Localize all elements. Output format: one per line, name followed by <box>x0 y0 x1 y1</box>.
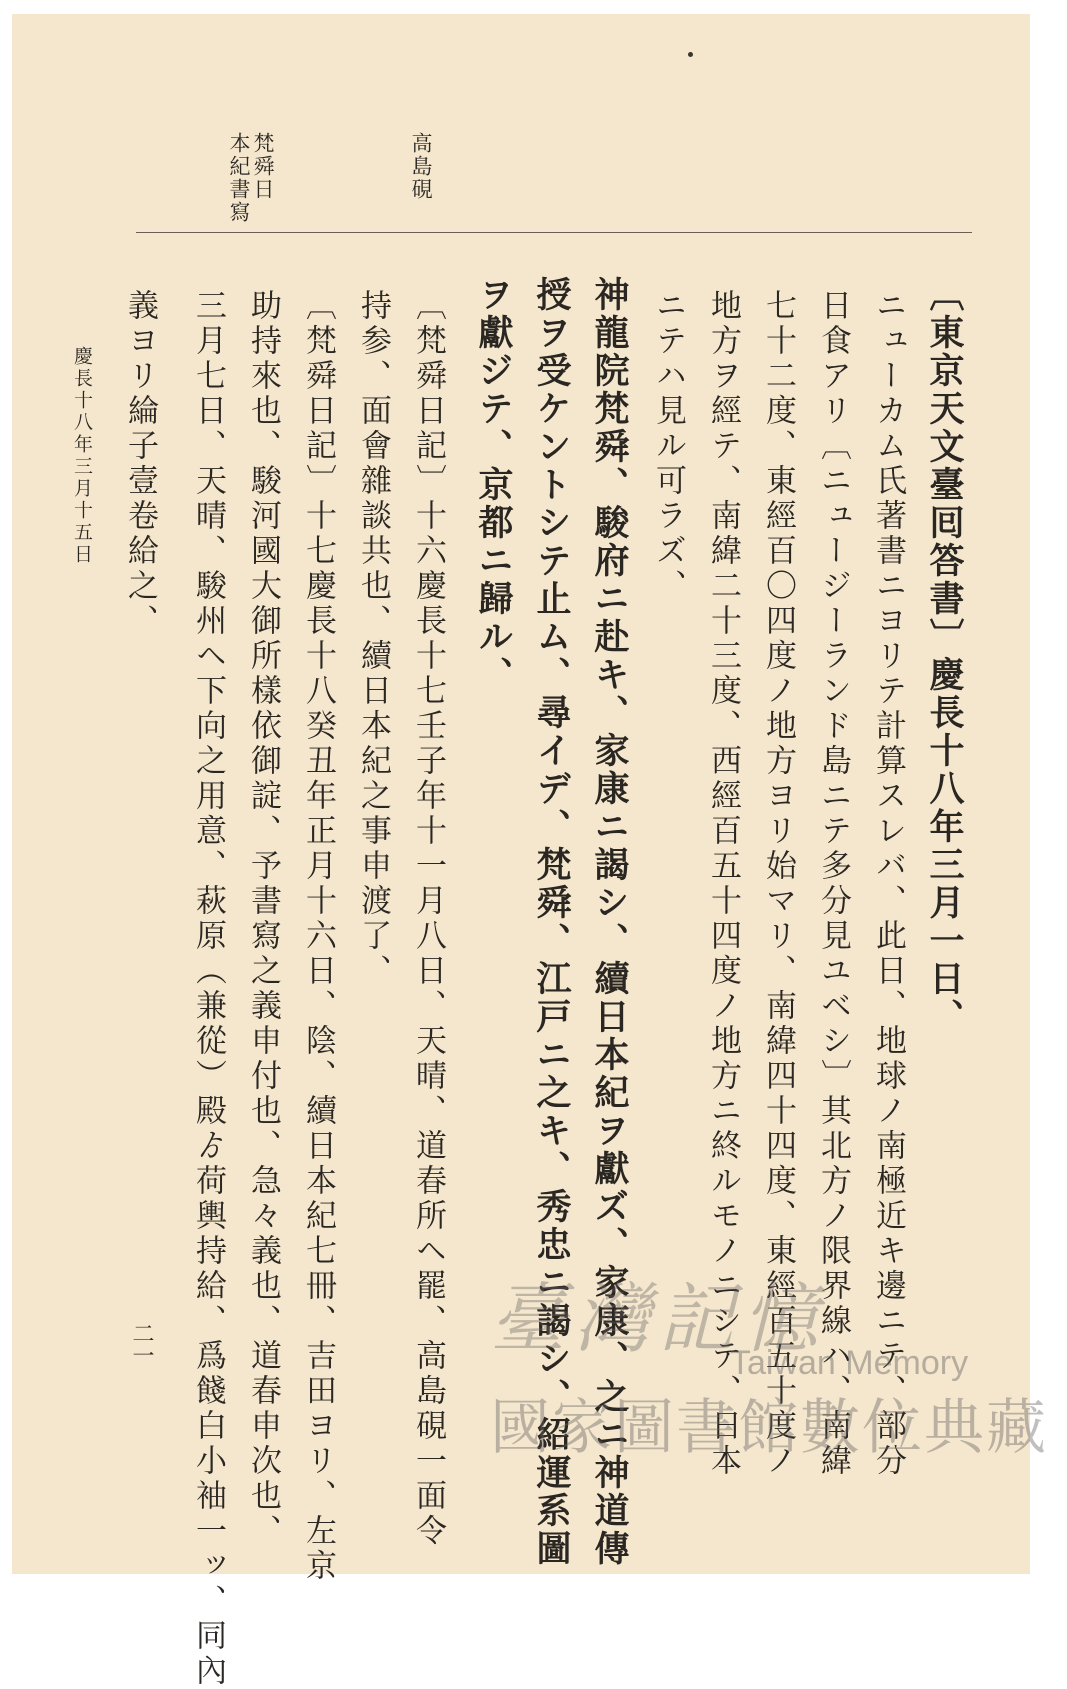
document-page <box>12 14 1048 1689</box>
text-column-9: ヲ獻ジテ、京都ニ歸ル、 <box>473 276 514 694</box>
text-column-6: ニテハ見ル可ラズ、 <box>650 289 686 604</box>
text-column-15: 義ヨリ綸子壹卷給之、 <box>122 289 158 639</box>
watermark-title: 臺灣記憶 <box>490 1274 826 1363</box>
text-column-14: 三月七日、天晴、駿州ヘ下向之用意、萩原（兼從）殿ゟ荷輿持給、爲餞白小袖一ッ、同內 <box>190 289 226 1689</box>
margin-date: 慶長十八年三月十五日 <box>71 346 93 566</box>
text-column-13: 助持來也、駿河國大御所樣依御諚、予書寫之義申付也、急々義也、道春申次也、 <box>245 289 281 1549</box>
header-rule <box>136 232 972 233</box>
text-column-3: 日食アリ〔ニュージーランド島ニテ多分見ユベシ〕其北方ノ限界線ハ、南緯 <box>815 289 851 1479</box>
watermark-subtitle: Taiwan Memory <box>730 1344 969 1382</box>
text-column-11: 持参、面會雜談共也、續日本紀之事申渡了、 <box>355 289 391 989</box>
text-column-7: 神龍院梵舜、駿府ニ赴キ、家康ニ謁シ、續日本紀ヲ獻ズ、家康、之ニ神道傳 <box>589 276 630 1568</box>
ink-speck <box>688 52 693 57</box>
text-column-5: 地方ヲ經テ、南緯二十三度、西經百五十四度ノ地方ニ終ルモノニシテ、日本 <box>705 289 741 1479</box>
header-note-right: 高島硯 <box>409 132 433 201</box>
text-column-8: 授ヲ受ケントシテ止ム、尋イデ、梵舜、江戸ニ之キ、秀忠ニ謁シ、紹運系圖 <box>531 276 572 1568</box>
page-number: 二一 <box>129 1322 154 1366</box>
text-column-4: 七十二度、東經百〇四度ノ地方ヨリ始マリ、南緯四十四度、東經百五十度ノ <box>760 289 796 1479</box>
text-column-10: 〔梵舜日記〕十六慶長十七壬子年十一月八日、天晴、道春所ヘ罷、高島硯一面令 <box>410 289 446 1549</box>
header-note-left-a: 梵舜日 <box>251 132 275 201</box>
text-column-1: 〔東京天文臺囘答書〕慶長十八年三月一日、 <box>924 276 965 1036</box>
watermark-org: 國家圖書館數位典藏 <box>490 1393 1048 1463</box>
text-column-12: 〔梵舜日記〕十七慶長十八癸丑年正月十六日、陰、續日本紀七冊、吉田ヨリ、左京 <box>300 289 336 1584</box>
text-column-2: ニューカム氏著書ニヨリテ計算スレバ、此日、地球ノ南極近キ邊ニテ、部分 <box>870 289 906 1479</box>
header-note-left-b: 本紀書寫 <box>227 132 251 224</box>
